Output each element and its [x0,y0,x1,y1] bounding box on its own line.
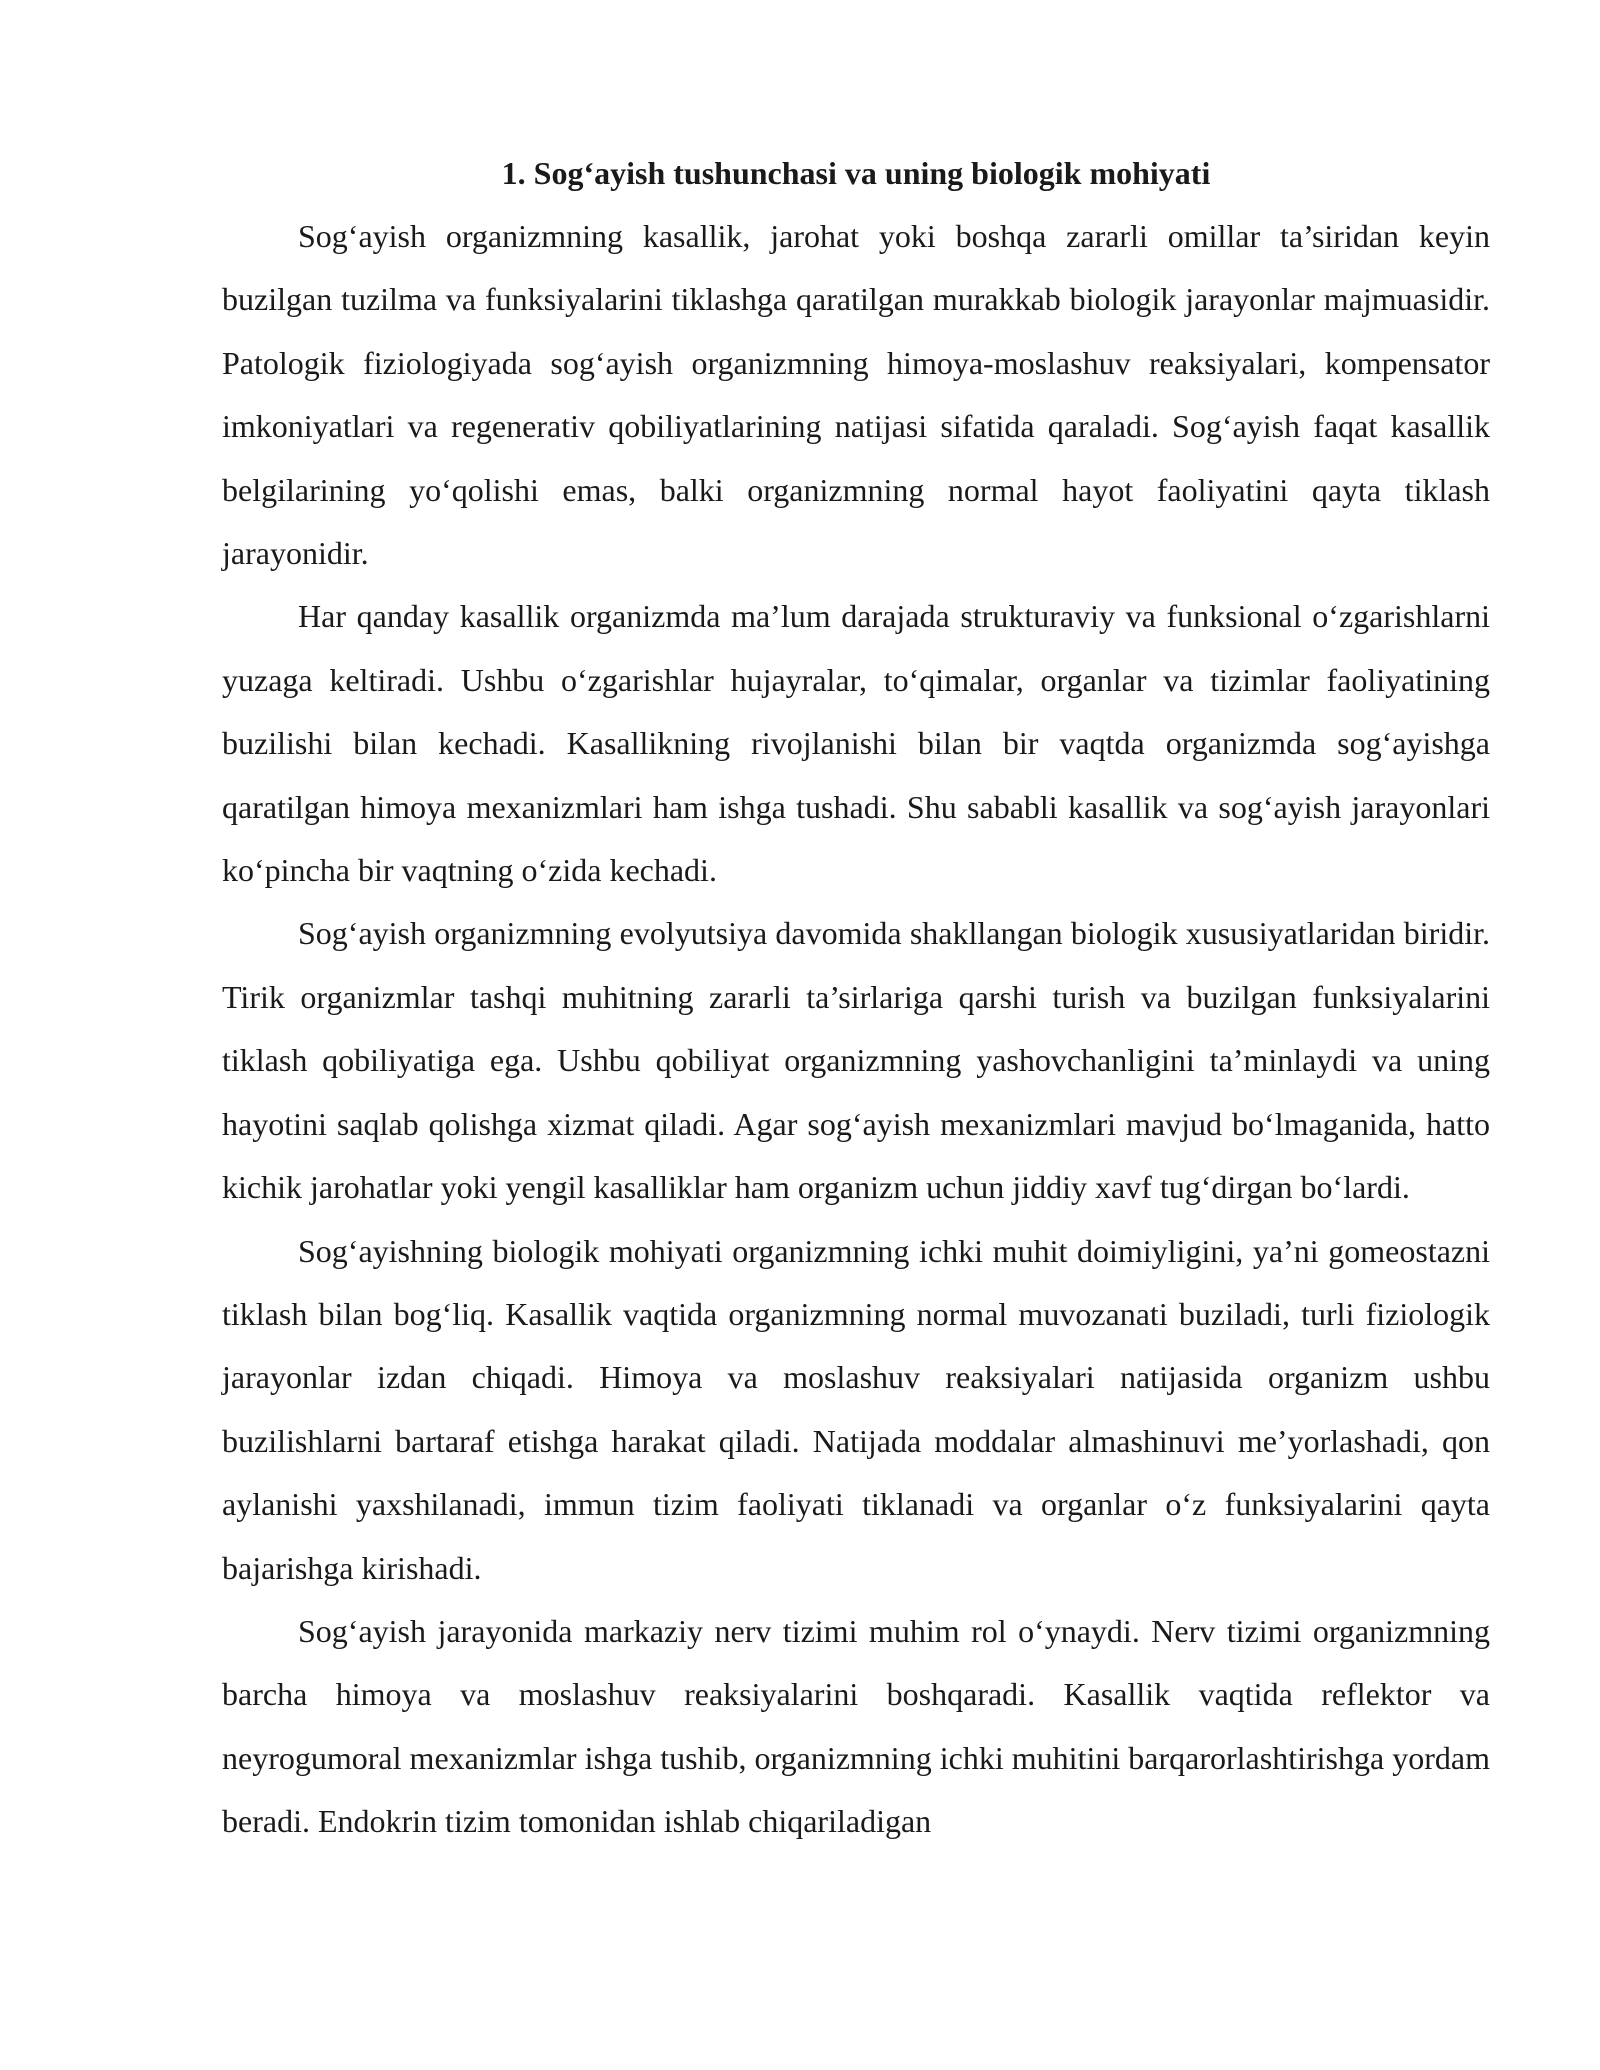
document-body [222,142,1490,1854]
paragraph: Sog‘ayish organizmning kasallik, jarohat yoki boshqa zararli omillar ta’siridan keyin buzilgan tuzilma va funksiyalarini tiklashga qaratilgan murakkab biologik jarayonlar majmuasidir. Patologik fiziologiyada sog‘ayish organizmning himoya-moslashuv reaksiyalari, kompensator imkoniyatlari va regenerativ qobiliyatlarining natijasi sifatida qaraladi. Sog‘ayish faqat kasallik belgilarining yo‘qolishi emas, balki organizmning normal hayot faoliyatini qayta tiklash jarayonidir. [222,218,1490,572]
paragraph: Sog‘ayishning biologik mohiyati organizmning ichki muhit doimiyligini, ya’ni gomeostazni tiklash bilan bog‘liq. Kasallik vaqtida organizmning normal muvozanati buziladi, turli fiziologik jarayonlar izdan chiqadi. Himoya va moslashuv reaksiyalari natijasida organizm ushbu buzilishlarni bartaraf etishga harakat qiladi. Natijada moddalar almashinuvi me’yorlashadi, qon aylanishi yaxshilanadi, immun tizim faoliyati tiklanadi va organlar o‘z funksiyalarini qayta bajarishga kirishadi. [222,1232,1490,1586]
paragraph: Har qanday kasallik organizmda ma’lum darajada strukturaviy va funksional o‘zgarishlarni yuzaga keltiradi. Ushbu o‘zgarishlar hujayralar, to‘qimalar, organlar va tizimlar faoliyatining buzilishi bilan kechadi. Kasallikning rivojlanishi bilan bir vaqtda organizmda sog‘ayishga qaratilgan himoya mexanizmlari ham ishga tushadi. Shu sababli kasallik va sog‘ayish jarayonlari ko‘pincha bir vaqtning o‘zida kechadi. [222,598,1490,889]
paragraph: Sog‘ayish organizmning evolyutsiya davomida shakllangan biologik xususiyatlaridan biridir. Tirik organizmlar tashqi muhitning zararli ta’sirlariga qarshi turish va buzilgan funksiyalarini tiklash qobiliyatiga ega. Ushbu qobiliyat organizmning yashovchanligini ta’minlaydi va uning hayotini saqlab qolishga xizmat qiladi. Agar sog‘ayish mexanizmlari mavjud bo‘lmaganida, hatto kichik jarohatlar yoki yengil kasalliklar ham organizm uchun jiddiy xavf tug‘dirgan bo‘lardi. [222,915,1490,1206]
page-title: 1. Sog‘ayish tushunchasi va uning biologik mohiyati [501,155,1211,191]
paragraph: Sog‘ayish jarayonida markaziy nerv tizimi muhim rol o‘ynaydi. Nerv tizimi organizmning barcha himoya va moslashuv reaksiyalarini boshqaradi. Kasallik vaqtida reflektor va neyrogumoral mexanizmlar ishga tushib, organizmning ichki muhitini barqarorlashtirishga yordam beradi. Endokrin tizim tomonidan ishlab chiqariladigan [222,1612,1490,1840]
